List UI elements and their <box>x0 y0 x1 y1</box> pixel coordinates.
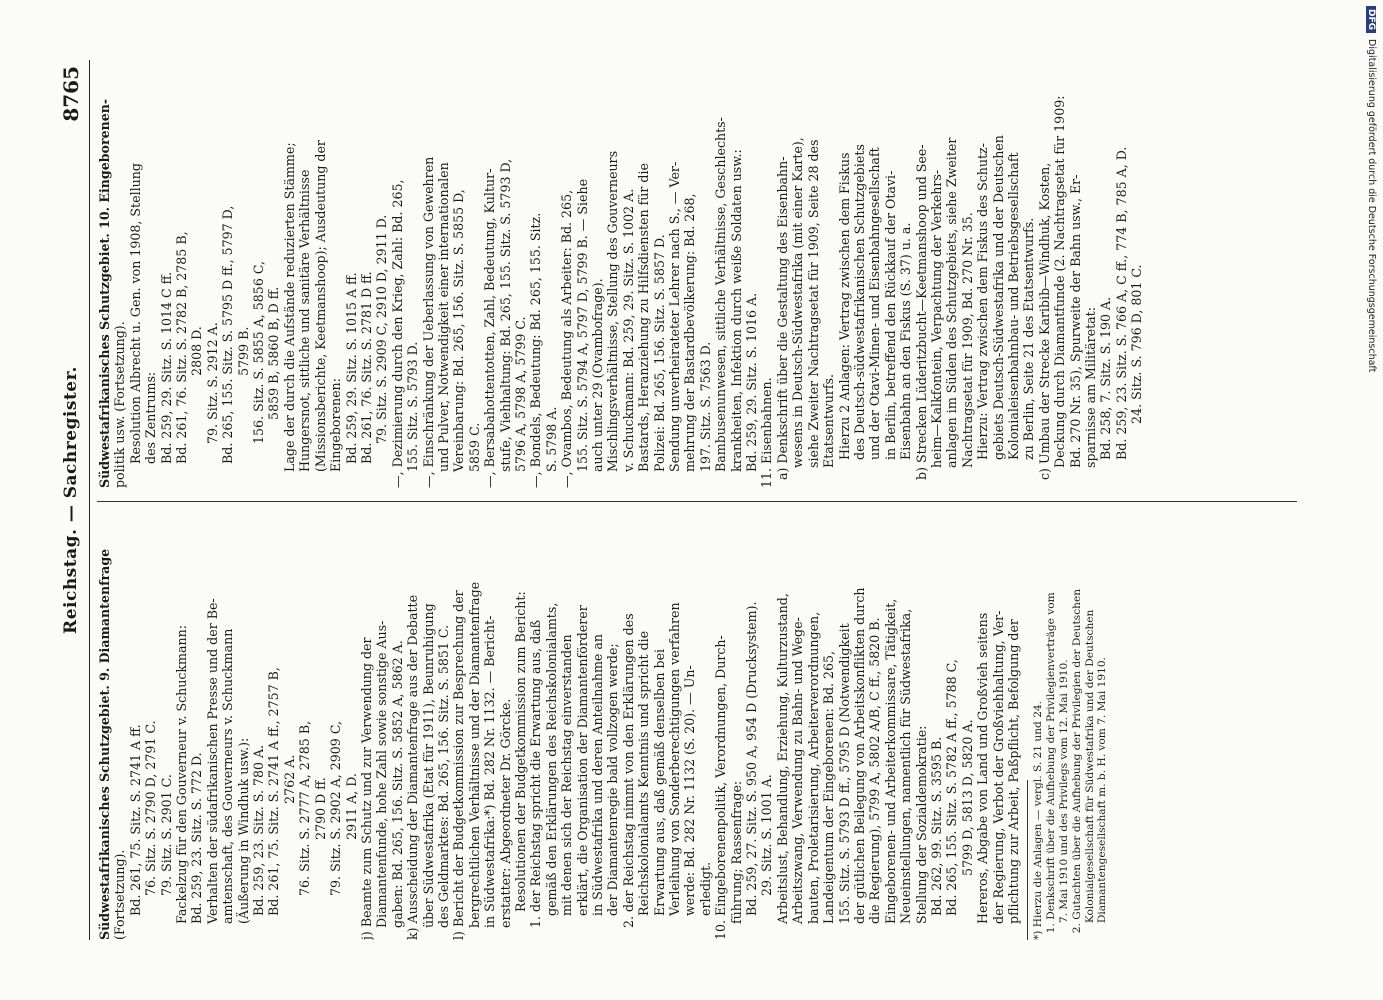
text-line: Bd. 259, 27. Sitz. S. 950 A, 954 D (Drucksystem). <box>744 601 760 940</box>
text-line: anlagen im Süden des Schutzgebiets, siehe Zweiter <box>944 137 960 488</box>
text-line: Etatsentwurfs. <box>821 374 837 488</box>
text-line: der Diamantenregie bald vollzogen werde; <box>605 643 621 940</box>
text-line: siehe Zweiter Nachtragsetat für 1909, Seite 28 des <box>805 139 821 488</box>
text-line: Bd. 270 Nr. 35), Spurweite der Bahn usw., Er- <box>1067 174 1083 488</box>
text-line: 76. Sitz. S. 2790 D, 2791 C. <box>143 720 159 940</box>
text-line: krankheiten, Infektion durch weiße Soldaten usw.: <box>728 149 744 488</box>
text-line: in Südwestafrika und deren Anteilnahme an <box>590 634 605 940</box>
text-line: Bd. 259, 29. Sitz. S. 1015 A ff. <box>343 272 359 488</box>
text-line: über Südwestafrika (Etat für 1911), Beunruhigung <box>420 603 436 940</box>
text-line: v. Schuckmann: Bd. 259, 29. Sitz. S. 1002 A. <box>620 188 636 488</box>
text-line: des Zentrums: <box>143 371 159 488</box>
column-divider <box>97 501 1297 502</box>
text-line: wesens in Deutsch-Südwestafrika (mit einer Karte), <box>790 137 806 488</box>
text-line: Verleihung von Sonderberechtigungen verfahren <box>667 602 683 940</box>
text-line: —, Bondels, Bedeutung: Bd. 265, 155. Sitz. <box>528 212 544 488</box>
text-line: k) Ausscheidung der Diamantenfrage aus der Debatte <box>405 594 421 940</box>
text-line: Polizei: Bd. 265, 156. Sitz. S. 5857 D. <box>651 234 667 488</box>
text-line: Bd. 259, 23. Sitz. S. 780 A. <box>251 744 267 940</box>
footnote-line: Diamantengesellschaft m. b. H. vom 7. Mai 1910. <box>1096 657 1109 940</box>
text-line: Sendung unverheirateter Lehrer nach S., — Ver- <box>667 161 683 488</box>
text-line: gemäß den Erklärungen des Reichskolonialamts, <box>543 602 559 940</box>
text-line: 156. Sitz. S. 5855 A, 5856 C, <box>251 260 267 488</box>
text-line: die Regierung), 5799 A, 5802 A/B, C ff., 5820 B. <box>867 617 883 940</box>
text-line: stufe, Viehhaltung: Bd. 265, 155. Sitz. S. 5793 D, <box>497 158 513 488</box>
text-line: 5799 D, 5813 D, 5820 A. <box>959 719 975 940</box>
text-line: Bambusenunwesen, sittliche Verhältnisse, Geschlechts- <box>713 117 729 488</box>
rotated-page-content <box>55 60 1345 940</box>
text-line: führung; Rassenfrage: <box>728 780 744 940</box>
text-line: (Äußerung in Windhuk usw.): <box>235 737 251 940</box>
text-line: 5859 C. <box>466 422 482 488</box>
text-line: 79. Sitz. S. 2901 C. <box>158 774 174 940</box>
text-line: erledigt. <box>697 861 713 940</box>
text-line: der gütlichen Beilegung von Arbeitskonflikten durch <box>851 587 867 940</box>
text-line: Resolutionen der Budgetkommission zum Bericht: <box>512 591 528 940</box>
text-line: —, Bersabahottentotten, Zahl, Bedeutung, Kultur- <box>482 168 498 488</box>
text-line: Bd. 259, 29. Sitz. S. 1014 C ff. <box>158 271 174 488</box>
text-line: 155. Sitz. S. 5793 D ff., 5795 D (Notwendigkeit <box>836 623 852 940</box>
text-line: bergrechtlichen Verhältnisse und der Diamantenfrage <box>466 581 482 940</box>
text-line: des Deutsch-südwestafrikanischen Schutzgebiets <box>851 144 867 488</box>
text-line: 2911 A, D. <box>343 773 359 940</box>
footnote-line: 7. Mai 1910 und des Privilegs vom 12. Mai 1910. <box>1057 659 1070 940</box>
dfg-badge: DFG <box>1366 6 1376 33</box>
text-line: sparnisse am Militäretat: <box>1083 307 1098 488</box>
text-line: Bd. 259, 29. Sitz. S. 1016 A. <box>744 292 760 488</box>
text-line: Hungersnot, sittliche und sanitäre Verhältnisse <box>297 169 313 488</box>
text-line: Resolution Albrecht u. Gen. von 1908, Stellung <box>127 163 143 488</box>
text-line: des Geldmarktes: Bd. 265, 156. Sitz. S. 5851 C. <box>435 624 451 940</box>
text-line: der Regierung, Verbot der Großviehhaltung, Ver- <box>990 610 1006 940</box>
text-line: (Missionsberichte, Keetmanshoop); Ausdeutung der <box>312 140 328 488</box>
text-line: Mischlingsverhältnisse, Stellung des Gouverneurs <box>605 150 621 488</box>
text-line: Bd. 261, 75. Sitz. S. 2741 A ff., 2757 B, <box>266 667 282 940</box>
text-line: Bd. 261, 75. Sitz. S. 2741 A ff. <box>127 724 143 940</box>
footnote-rule <box>1027 780 1028 940</box>
text-line: erklärt, die Organisation der Diamantenförderer <box>574 605 590 940</box>
text-line: b) Strecken Lüderitzbucht—Keetmanshoop und See- <box>913 144 929 488</box>
text-line: Bd. 259, 23. Sitz. S. 766 A, C ff., 774 B, 785 A, D. <box>1113 146 1129 488</box>
text-line: Bd. 262, 99. Sitz. S. 3595 B. <box>928 736 944 940</box>
text-line: —, Einschränkung der Ueberlassung von Gewehren <box>420 156 436 488</box>
left-column <box>97 515 1337 940</box>
text-line: zu Berlin, Seite 21 des Etatsentwurfs. <box>1021 217 1037 488</box>
text-line: 79. Sitz. S. 2902 A, 2909 C, <box>328 720 344 940</box>
text-line: Eingeborenen- und Arbeiterkommissare, Tätigkeit, <box>882 598 898 940</box>
text-line: c) Umbau der Strecke Karibib—Windhuk, Kosten, <box>1036 162 1052 488</box>
text-line: Hierzu: Vertrag zwischen dem Fiskus des Schutz- <box>975 143 991 488</box>
digitization-text: Digitalisierung gefördert durch die Deutsche Forschungsgemeinschaft <box>1366 39 1377 373</box>
text-line: 2790 D ff. <box>312 777 328 940</box>
text-line: Bd. 265, 155. Sitz. S. 5795 D ff., 5797 D, <box>220 205 236 488</box>
text-line: 29. Sitz. S. 1001 A. <box>759 774 775 940</box>
text-line: Bd. 259, 23. Sitz. S. 772 D. <box>189 752 205 940</box>
text-line: in Berlin, betreffend den Rückkauf der Otavi- <box>882 170 898 488</box>
text-line: S. 5798 A. <box>543 406 559 488</box>
text-line: —, Ovambos, Bedeutung als Arbeiter: Bd. 265, <box>559 189 575 488</box>
text-line: 5799 B. <box>235 326 251 488</box>
footnote-line: 2. Gutachten über die Aufhebung der Privilegien der Deutschen <box>1070 588 1083 940</box>
text-line: und Pulver, Notwendigkeit einer internationalen <box>435 162 451 488</box>
text-line: amtenschaft, des Gouverneurs v. Schuckmann <box>220 628 236 940</box>
text-line: in Südwestafrika:*) Bd. 282 Nr. 1132. — Bericht- <box>482 615 498 940</box>
text-line: 24. Sitz. S. 796 D, 801 C. <box>1129 264 1145 488</box>
text-line: Stellung der Sozialdemokratie: <box>913 725 929 940</box>
text-line: 76. Sitz. S. 2777 A, 2785 B, <box>297 720 313 940</box>
text-line: pflichtung zur Arbeit, Paßpflicht, Befolgung der <box>1005 619 1021 940</box>
text-line: 197. Sitz. S. 7563 D. <box>697 341 713 488</box>
text-line: —, Dezimierung durch den Krieg, Zahl: Bd. 265, <box>389 179 405 488</box>
text-line: Bd. 261, 76. Sitz. S. 2781 D ff. <box>358 271 374 488</box>
text-line: 79. Sitz. S. 2909 C, 2910 D, 2911 D. <box>374 214 390 488</box>
right-column <box>97 63 1337 488</box>
text-line: bauten, Proletarisierung, Arbeiterverordnungen, <box>805 611 821 940</box>
text-line: 1. der Reichstag spricht die Erwartung aus, daß <box>528 619 544 940</box>
text-line: Neueinstellungen, namentlich für Südwestafrika, <box>898 608 914 940</box>
digitization-note <box>1366 6 1377 986</box>
text-line: Bd. 258, 7. Sitz. S. 190 A. <box>1098 296 1114 488</box>
footnote-line: 1. Denkschrift über die Aufhebung der Privilegienverträge vom <box>1045 592 1058 940</box>
text-line: Südwestafrikanisches Schutzgebiet. 10. Eingeborenen- <box>97 98 112 488</box>
text-line: 2. der Reichstag nimmt von den Erklärungen des <box>620 613 636 940</box>
text-line: auch unter 29 (Ovambofrage). <box>590 278 605 488</box>
text-line: 155. Sitz. S. 5794 A, 5797 D, 5799 B. — Siehe <box>574 178 590 488</box>
text-line: heim—Kalkfontein, Verpachtung der Verkehrs- <box>928 169 944 488</box>
text-line: 11. Eisenbahnen. <box>759 377 775 488</box>
text-line: (Fortsetzung). <box>112 849 128 940</box>
text-line: 2762 A. <box>281 754 297 940</box>
running-title: Reichstag. — Sachregister. <box>61 366 81 634</box>
text-line: erstatter: Abgeordneter Dr. Görcke. <box>497 698 513 940</box>
text-line: 2808 D. <box>189 326 205 488</box>
text-line: Arbeitslust, Behandlung, Erziehung, Kulturzustand, <box>774 593 790 940</box>
left-column-lines <box>97 515 1021 940</box>
text-line: werde: Bd. 282 Nr. 1132 (S. 20). — Un- <box>682 665 698 940</box>
text-line: 5796 A, 5798 A, 5799 C. <box>512 316 528 488</box>
text-line: Eingeborenen: <box>328 378 344 488</box>
footnote-line: Kolonialgesellschaft für Südwestafrika und der Deutschen <box>1083 609 1096 940</box>
text-line: 5859 B, 5860 B, D ff. <box>266 286 282 488</box>
text-line: Hereros, Abgabe von Land und Großvieh seitens <box>975 612 991 940</box>
text-line: Kolonialeisenbahnbau- und Betriebsgesellschaft <box>1005 152 1021 488</box>
text-line: Hierzu 2 Anlagen: Vertrag zwischen dem Fiskus <box>836 152 852 488</box>
text-line: 10. Eingeborenenpolitik, Verordnungen, Durch- <box>713 635 729 940</box>
text-line: Bd. 265, 155. Sitz. S. 5782 A ff., 5788 C, <box>944 659 960 940</box>
text-line: Bd. 261, 76. Sitz. S. 2782 B, 2785 B, <box>174 231 190 488</box>
footnotes <box>1032 515 1109 940</box>
page-header <box>55 60 90 940</box>
text-line: gaben: Bd. 265, 156. Sitz. S. 5852 A, 5862 A. <box>389 640 405 940</box>
text-line: Fackelzug für den Gouverneur v. Schuckmann: <box>174 625 190 940</box>
text-line: 79. Sitz. S. 2912 A. <box>204 322 220 488</box>
text-line: Südwestafrikanisches Schutzgebiet. 9. Diamantenfrage <box>97 548 112 940</box>
text-line: Nachtragsetat für 1909, Bd. 270 Nr. 35. <box>959 212 975 488</box>
text-line: und der Otavi-Minen- und Eisenbahngesellschaft <box>867 147 883 488</box>
text-line: Reichskolonialamts Kenntnis und spricht die <box>636 630 652 940</box>
side-margin <box>1362 6 1380 986</box>
text-line: 155. Sitz. S. 5793 D. <box>405 341 421 488</box>
page-number: 8765 <box>59 66 83 122</box>
right-column-lines <box>97 63 1145 488</box>
text-line: Landeigentum der Eingeborenen: Bd. 265, <box>821 650 837 940</box>
text-line: j) Beamte zum Schutz und zur Verwendung der <box>358 637 374 940</box>
text-line: politik usw. (Fortsetzung). <box>112 321 128 488</box>
text-line: mehrung der Bastardbevölkerung: Bd. 268, <box>682 193 698 488</box>
text-line: Vereinbarung: Bd. 265, 156. Sitz. S. 5855 D, <box>451 189 467 488</box>
text-line: Deckung durch Diamantfunde (2. Nachtragsetat für 1909: <box>1052 95 1068 488</box>
text-line: l) Bericht der Budgetkommission zur Besprechung der <box>451 590 467 940</box>
text-line: Diamantenfunde, hohe Zahl sowie sonstige Aus- <box>374 620 390 940</box>
text-line: Arbeitszwang, Verwendung zu Bahn- und Wege- <box>790 617 806 940</box>
text-line: Erwartung aus, daß gemäß denselben bei <box>651 648 667 940</box>
text-line: Bastards, Heranziehung zu Hilfsdiensten für die <box>636 163 652 488</box>
footnote-line: *) Hierzu die Anlagen — vergl. S. 21 und 24. <box>1032 700 1045 940</box>
text-line: Lage der durch die Aufstände reduzierten Stämme; <box>281 142 297 488</box>
text-line: Eisenbahn an den Fiskus (S. 37) u. a. <box>898 222 914 488</box>
text-line: mit denen sich der Reichstag einverstanden <box>559 634 575 940</box>
text-columns <box>97 60 1337 940</box>
text-line: a) Denkschrift über die Gestaltung des Eisenbahn- <box>774 156 790 488</box>
text-line: gebiets Deutsch-Südwestafrika und der Deutschen <box>990 135 1006 488</box>
text-line: Verhalten der südafrikanischen Presse und der Be- <box>204 598 220 940</box>
